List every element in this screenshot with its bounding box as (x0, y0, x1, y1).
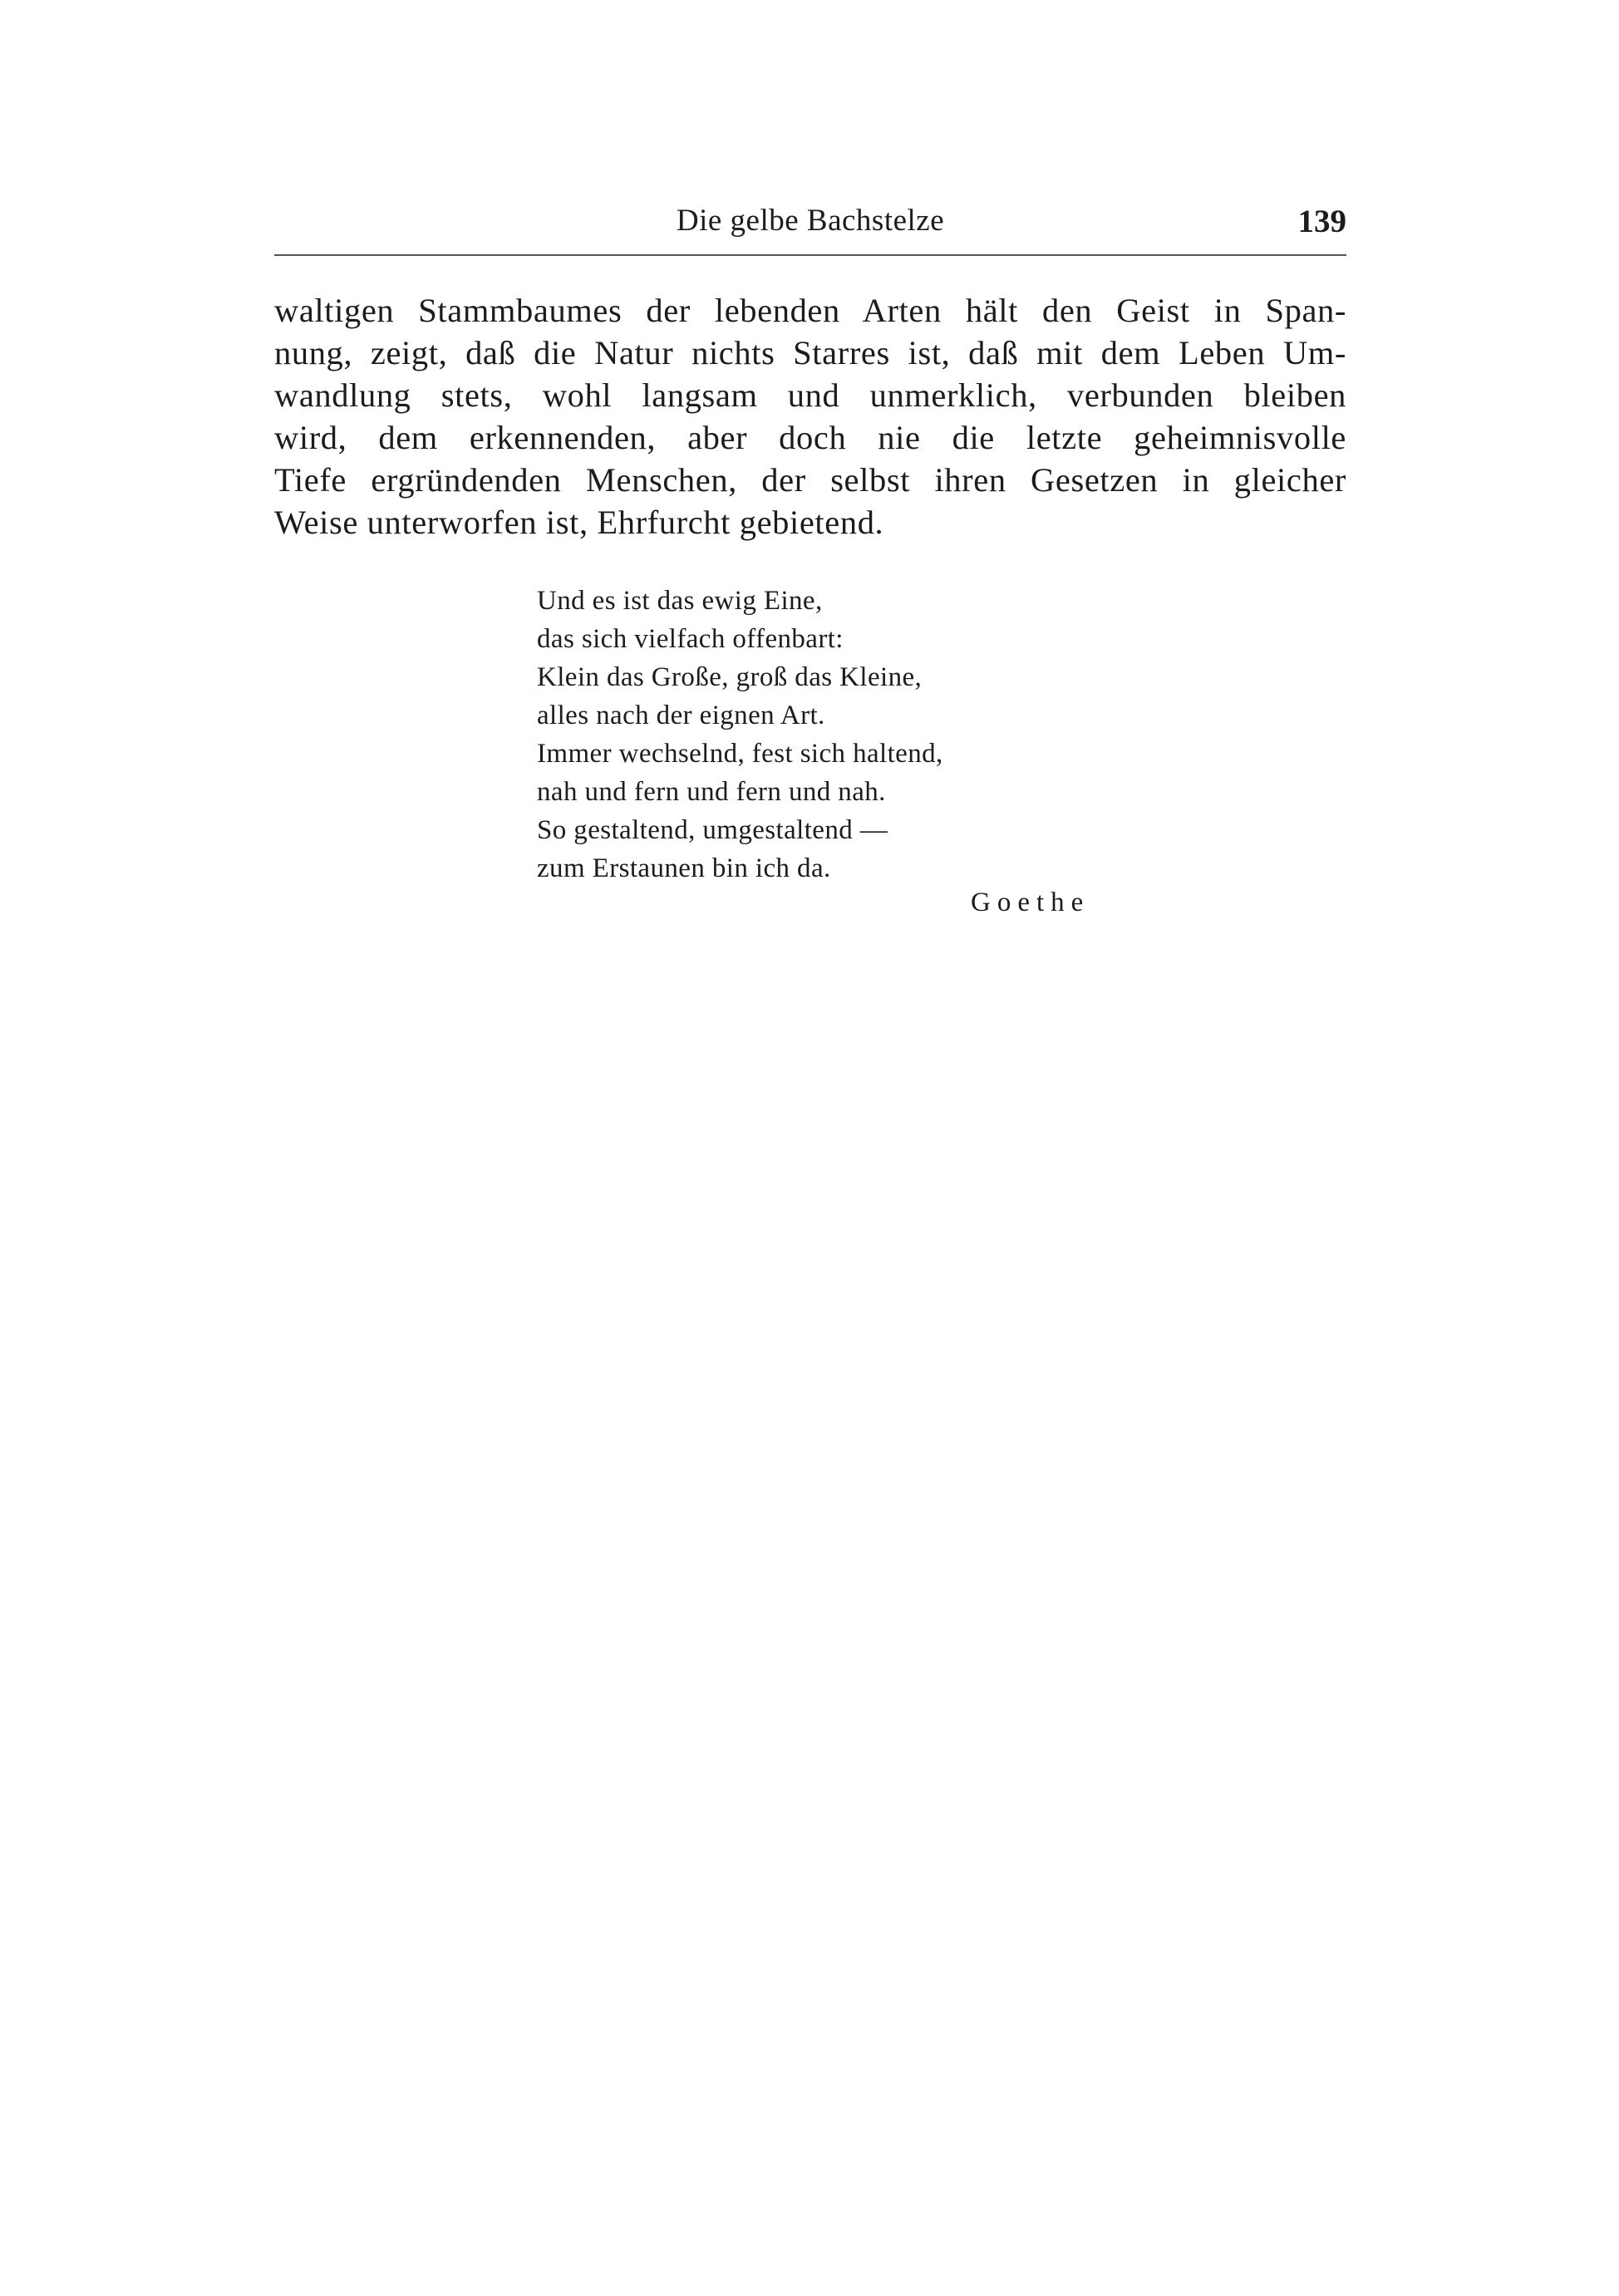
body-line: waltigen Stammbaumes der lebenden Arten hält den Geist in Span- (274, 292, 1346, 329)
poem-quote (537, 582, 1135, 887)
body-line: Weise unterworfen ist, Ehrfurcht gebietend. (274, 504, 884, 541)
body-line: nung, zeigt, daß die Natur nichts Starres ist, daß mit dem Leben Um- (274, 334, 1346, 371)
poem-line: alles nach der eignen Art. (537, 701, 825, 730)
running-title: Die gelbe Bachstelze (676, 204, 945, 238)
body-line: Tiefe ergründenden Menschen, der selbst ihren Gesetzen in gleicher (274, 461, 1346, 499)
running-head (274, 198, 1346, 256)
body-line: wandlung stets, wohl langsam und unmerklich, verbunden bleiben (274, 376, 1346, 414)
body-paragraph (274, 289, 1346, 543)
poem-line: Immer wechselnd, fest sich haltend, (537, 739, 943, 769)
page-number: 139 (1297, 204, 1346, 239)
poem-line: So gestaltend, umgestaltend — (537, 815, 888, 845)
body-line: wird, dem erkennenden, aber doch nie die letzte geheimnisvolle (274, 419, 1346, 456)
poem-line: zum Erstaunen bin ich da. (537, 853, 831, 883)
poem-line: Klein das Große, groß das Kleine, (537, 662, 923, 692)
poem-line: Und es ist das ewig Eine, (537, 586, 823, 616)
poem-line: nah und fern und fern und nah. (537, 777, 886, 807)
header-rule (274, 254, 1346, 256)
poem-author: Goethe (971, 887, 1090, 917)
poem-line: das sich vielfach offenbart: (537, 624, 844, 654)
